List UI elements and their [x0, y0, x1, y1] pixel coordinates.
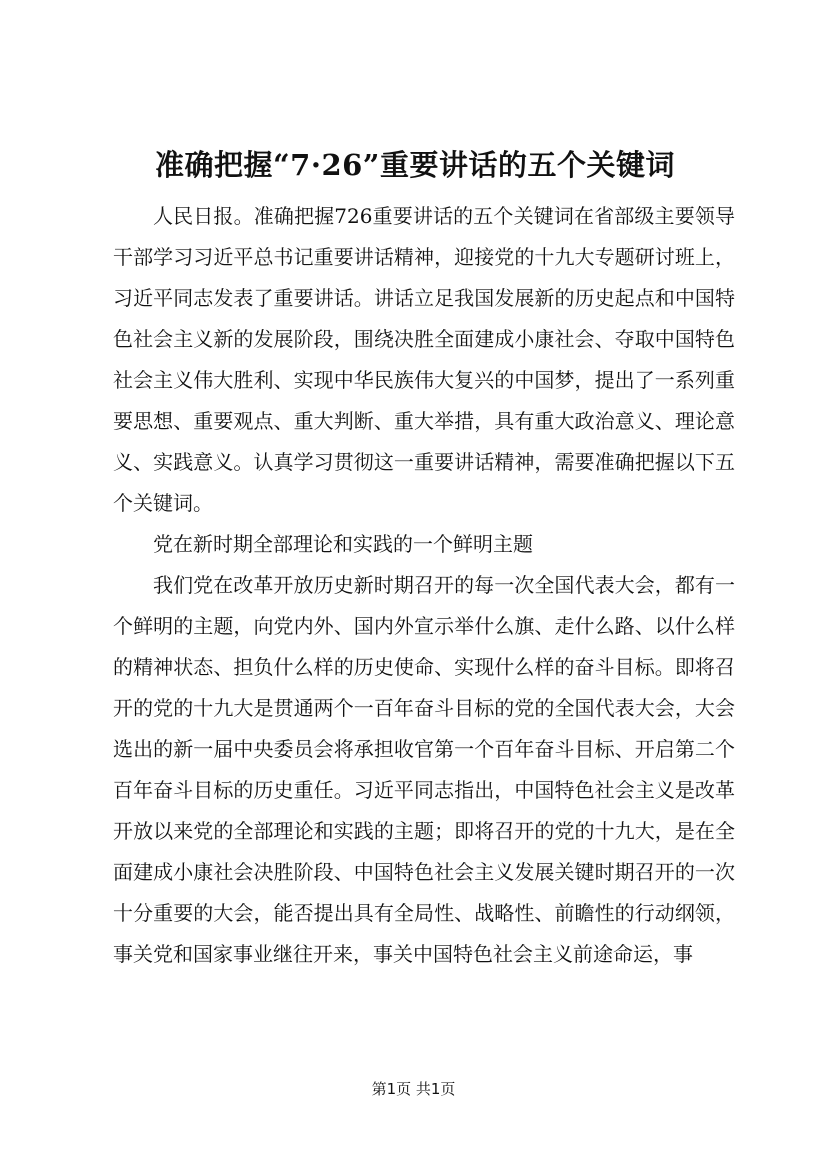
intro-paragraph: 人民日报。准确把握726重要讲话的五个关键词在省部级主要领导干部学习习近平总书记重要讲话精神，迎接党的十九大专题研讨班上，习近平同志发表了重要讲话。讲话立足我国发展新的历史起点和中国特色社会主义新的发展阶段，围绕决胜全面建成小康社会、夺取中国特色社会主义伟大胜利、实现中华民族伟大复兴的中国梦，提出了一系列重要思想、重要观点、重大判断、重大举措，具有重大政治意义、理论意义、实践意义。认真学习贯彻这一重要讲话精神，需要准确把握以下五个关键词。: [113, 204, 735, 515]
document-body: [113, 196, 735, 975]
page-footer: 第1页 共1页: [371, 1080, 456, 1098]
document-title: 准确把握“7·26”重要讲话的五个关键词: [155, 148, 675, 182]
section-heading: 党在新时期全部理论和实践的一个鲜明主题: [153, 532, 533, 556]
body-paragraph: 我们党在改革开放历史新时期召开的每一次全国代表大会，都有一个鲜明的主题，向党内外、国内外宣示举什么旗、走什么路、以什么样的精神状态、担负什么样的历史使命、实现什么样的奋斗目标。即将召开的党的十九大是贯通两个一百年奋斗目标的党的全国代表大会，大会选出的新一届中央委员会将承担收官第一个百年奋斗目标、开启第二个百年奋斗目标的历史重任。习近平同志指出，中国特色社会主义是改革开放以来党的全部理论和实践的主题；即将召开的党的十九大，是在全面建成小康社会决胜阶段、中国特色社会主义发展关键时期召开的一次十分重要的大会，能否提出具有全局性、战略性、前瞻性的行动纲领，事关党和国家事业继往开来，事关中国特色社会主义前途命运，事: [113, 573, 735, 966]
